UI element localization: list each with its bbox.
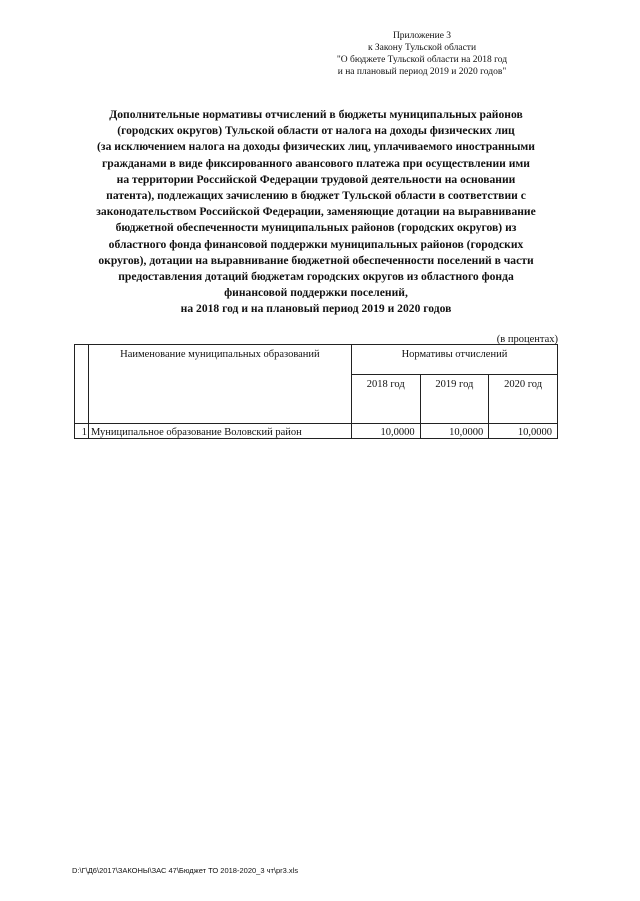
title-line: на 2018 год и на плановый период 2019 и 2020 годов	[180, 302, 452, 316]
value-2019: 10,0000	[420, 424, 489, 439]
title-line: (городских округов) Тульской области от налога на доходы физических лиц	[117, 124, 515, 138]
row-number: 1	[75, 424, 89, 439]
header-num-cell	[75, 345, 89, 424]
value-2018: 10,0000	[351, 424, 420, 439]
value-2020: 10,0000	[489, 424, 558, 439]
file-path-footer: D:\Г\Д6\2017\ЗАКОНЫ\ЗАС 47\Бюджет ТО 2018-2020_3 чт\pr3.xls	[72, 866, 299, 875]
header-name-cell: Наименование муниципальных образований	[88, 345, 351, 424]
title-line: Дополнительные нормативы отчислений в бюджеты муниципальных районов	[109, 108, 523, 121]
title-line: гражданами в виде фиксированного авансового платежа при осуществлении ими	[102, 156, 530, 170]
header-year-2020: 2020 год	[489, 375, 558, 424]
appendix-header	[312, 30, 532, 78]
unit-note: (в процентах)	[496, 334, 558, 345]
title-line: (за исключением налога на доходы физических лиц, уплачиваемого иностранными	[97, 140, 535, 154]
title-line: патента), подлежащих зачислению в бюджет Тульской области в соответствии с	[106, 189, 526, 203]
document-title	[74, 107, 558, 318]
title-line: законодательством Российской Федерации, заменяющие дотации на выравнивание	[96, 205, 536, 219]
title-line: областного фонда финансовой поддержки муниципальных районов (городских	[108, 237, 524, 251]
appendix-law-ref: к Закону Тульской области	[367, 43, 477, 53]
header-year-2018: 2018 год	[351, 375, 420, 424]
appendix-law-title-cont: и на плановый период 2019 и 2020 годов"	[337, 67, 507, 77]
municipality-name: Муниципальное образование Воловский район	[88, 424, 351, 439]
title-line: финансовой поддержки поселений,	[224, 286, 408, 300]
title-line: округов), дотации на выравнивание бюджетной обеспеченности поселений в части	[98, 253, 534, 267]
table-header-row	[75, 345, 558, 375]
header-norms-group: Нормативы отчислений	[351, 345, 557, 375]
table-row	[75, 424, 558, 439]
title-line: бюджетной обеспеченности муниципальных районов (городских округов) из	[115, 221, 517, 235]
appendix-number: Приложение 3	[392, 31, 452, 41]
header-year-2019: 2019 год	[420, 375, 489, 424]
title-line: предоставления дотаций бюджетам городских округов из областного фонда	[118, 270, 514, 284]
appendix-law-title: "О бюджете Тульской области на 2018 год	[336, 55, 508, 65]
title-line: на территории Российской Федерации трудовой деятельности на основании	[116, 172, 516, 186]
norms-table	[74, 344, 558, 439]
